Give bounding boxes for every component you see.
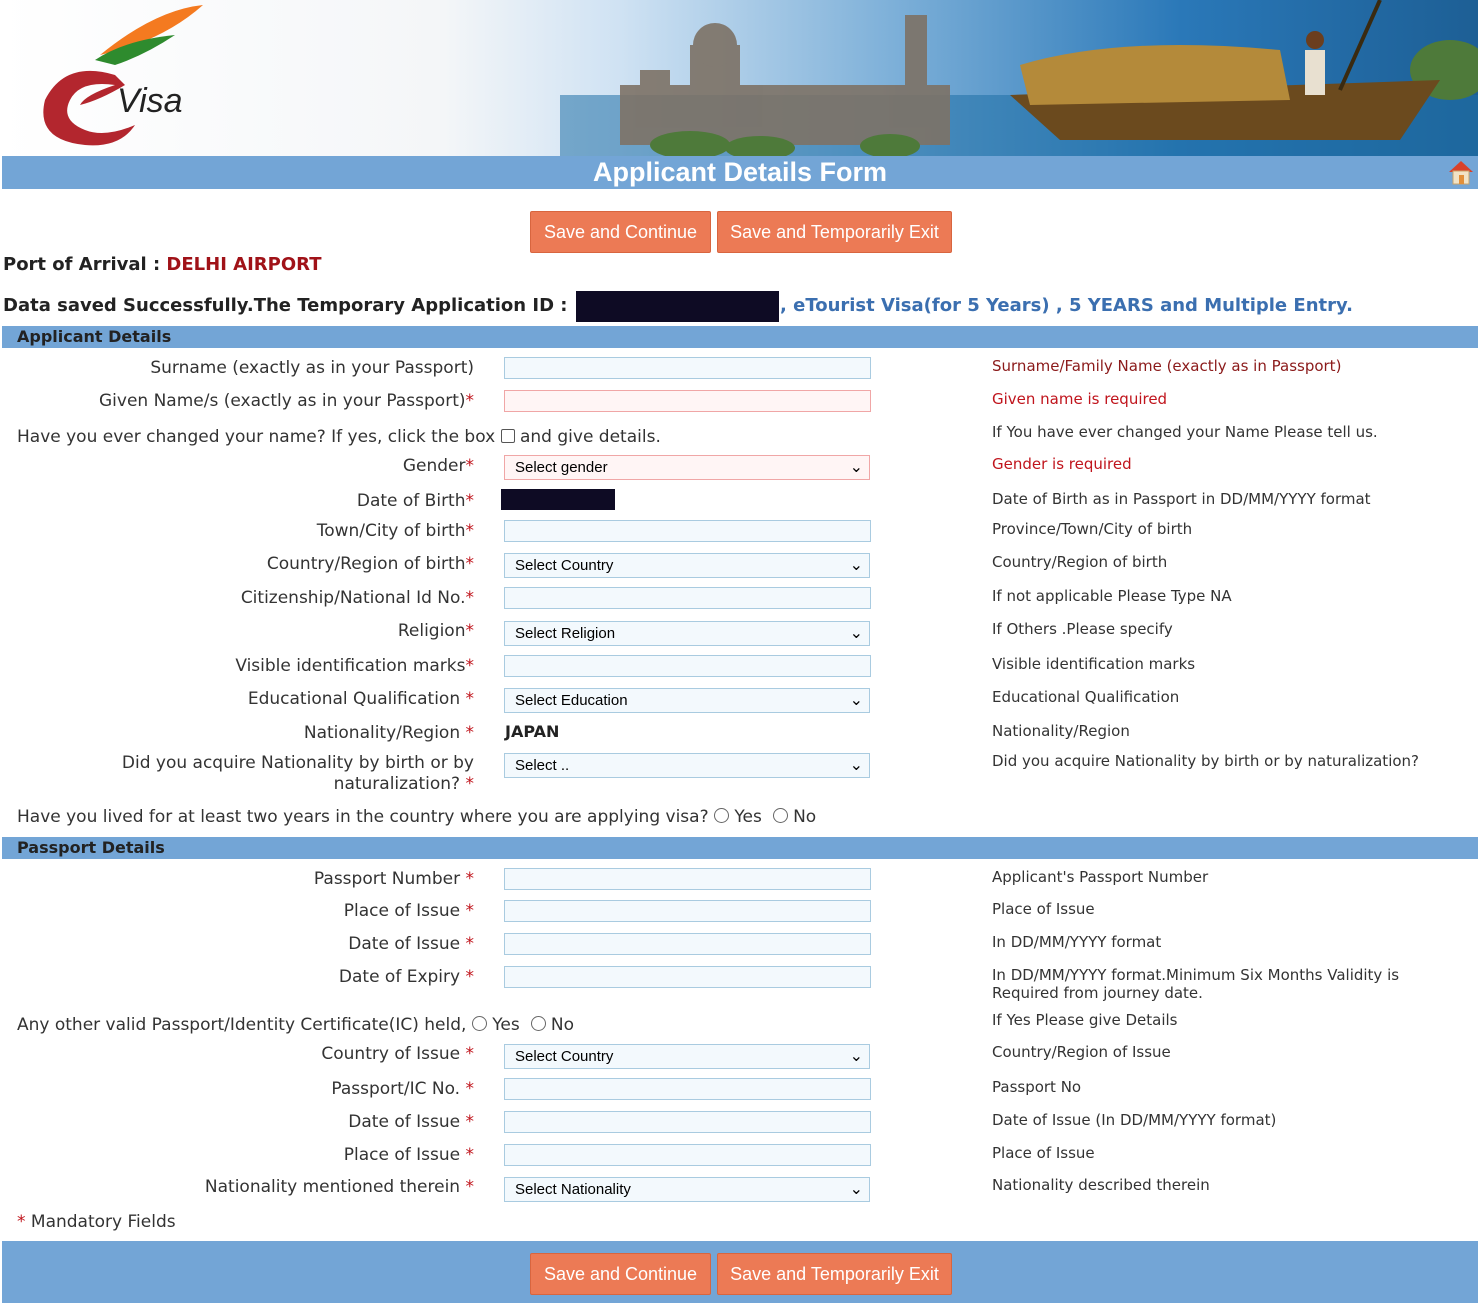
education-hint: Educational Qualification <box>992 688 1180 706</box>
other-passport-row <box>17 1015 574 1035</box>
save-continue-button-bottom[interactable]: Save and Continue <box>530 1253 711 1295</box>
chevron-down-icon: ⌄ <box>849 1048 863 1065</box>
country-birth-select[interactable]: Select Country ⌄ <box>504 553 870 578</box>
section-title-applicant: Applicant Details <box>17 327 172 346</box>
country-issue-hint: Country/Region of Issue <box>992 1043 1171 1061</box>
changed-name-label: Have you ever changed your name? If yes, click the box and give details. <box>17 427 661 447</box>
place-issue-label: Place of Issue * <box>343 901 474 921</box>
other-yes-label: Yes <box>492 1015 520 1035</box>
nationality-therein-label: Nationality mentioned therein * <box>204 1177 474 1197</box>
other-no-radio[interactable] <box>531 1016 546 1031</box>
gender-error: Gender is required <box>992 455 1132 473</box>
date-issue-hint: In DD/MM/YYYY format <box>992 933 1162 951</box>
acquired-nationality-hint: Did you acquire Nationality by birth or by naturalization? <box>992 752 1420 770</box>
town-hint: Province/Town/City of birth <box>992 520 1193 538</box>
date-issue-label: Date of Issue * <box>348 934 474 954</box>
form-title-bar <box>2 156 1478 189</box>
nationality-label: Nationality/Region * <box>303 723 474 743</box>
ic-place-issue-input[interactable] <box>504 1144 871 1166</box>
town-input[interactable] <box>504 520 871 542</box>
chevron-down-icon: ⌄ <box>849 625 863 642</box>
section-header-applicant <box>2 326 1478 348</box>
chevron-down-icon: ⌄ <box>849 557 863 574</box>
citizenship-hint: If not applicable Please Type NA <box>992 587 1232 605</box>
education-select[interactable]: Select Education ⌄ <box>504 688 870 713</box>
date-expiry-input[interactable] <box>504 966 871 988</box>
port-of-arrival <box>3 254 321 275</box>
given-name-error: Given name is required <box>992 390 1168 408</box>
other-no-label: No <box>550 1015 575 1035</box>
marks-label: Visible identification marks* <box>235 656 474 676</box>
ic-date-issue-label: Date of Issue * <box>348 1112 474 1132</box>
ic-number-hint: Passport No <box>992 1078 1082 1096</box>
changed-name-checkbox[interactable] <box>501 429 515 443</box>
date-issue-input[interactable] <box>504 933 871 955</box>
ic-place-issue-hint: Place of Issue <box>992 1144 1095 1162</box>
acquired-nationality-select[interactable]: Select .. ⌄ <box>504 753 870 778</box>
religion-select[interactable]: Select Religion ⌄ <box>504 621 870 646</box>
chevron-down-icon: ⌄ <box>849 1181 863 1198</box>
given-name-input[interactable] <box>504 390 871 412</box>
nationality-therein-select[interactable]: Select Nationality ⌄ <box>504 1177 870 1202</box>
dob-label: Date of Birth* <box>356 491 474 511</box>
port-value: DELHI AIRPORT <box>166 254 322 275</box>
lived-yes-radio[interactable] <box>714 808 729 823</box>
lived-no-radio[interactable] <box>773 808 788 823</box>
passport-number-input[interactable] <box>504 868 871 890</box>
country-issue-label: Country of Issue * <box>321 1044 474 1064</box>
ic-number-label: Passport/IC No. * <box>331 1079 474 1099</box>
home-icon[interactable] <box>1446 158 1476 186</box>
education-label: Educational Qualification * <box>247 689 474 709</box>
save-exit-button-top[interactable]: Save and Temporarily Exit <box>717 211 952 253</box>
changed-name-hint: If You have ever changed your Name Please tell us. <box>992 423 1378 441</box>
ic-number-input[interactable] <box>504 1078 871 1100</box>
page-title: Applicant Details Form <box>592 157 888 187</box>
evisa-logo <box>25 0 225 156</box>
place-issue-input[interactable] <box>504 900 871 922</box>
chevron-down-icon: ⌄ <box>849 757 863 774</box>
citizenship-label: Citizenship/National Id No.* <box>240 588 474 608</box>
nationality-therein-hint: Nationality described therein <box>992 1176 1210 1194</box>
visa-info: , eTourist Visa(for 5 Years) , 5 YEARS and Multiple Entry. <box>780 295 1353 316</box>
gender-label: Gender* <box>402 456 474 476</box>
marks-input[interactable] <box>504 655 871 677</box>
country-birth-label: Country/Region of birth* <box>266 554 474 574</box>
dob-hint: Date of Birth as in Passport in DD/MM/YYYY format <box>992 490 1371 508</box>
citizenship-input[interactable] <box>504 587 871 609</box>
section-header-passport <box>2 837 1478 859</box>
lived-two-years-label: Have you lived for at least two years in the country where you are applying visa? <box>17 807 709 827</box>
nationality-value: JAPAN <box>505 722 560 741</box>
mandatory-note: * Mandatory Fields <box>17 1212 176 1232</box>
dob-redacted <box>501 489 615 510</box>
gender-select[interactable]: Select gender ⌄ <box>504 455 870 480</box>
header-banner <box>0 0 1478 156</box>
lived-no-label: No <box>793 807 817 827</box>
country-issue-select[interactable]: Select Country ⌄ <box>504 1044 870 1069</box>
ic-date-issue-hint: Date of Issue (In DD/MM/YYYY format) <box>992 1111 1277 1129</box>
lived-two-years-row <box>17 807 816 827</box>
section-title-passport: Passport Details <box>17 838 165 857</box>
marks-hint: Visible identification marks <box>992 655 1196 673</box>
given-name-label: Given Name/s (exactly as in your Passport)* <box>98 391 474 411</box>
other-yes-radio[interactable] <box>472 1016 487 1031</box>
ic-date-issue-input[interactable] <box>504 1111 871 1133</box>
surname-label: Surname (exactly as in your Passport) <box>150 358 474 378</box>
port-label: Port of Arrival : <box>3 254 161 275</box>
nationality-hint: Nationality/Region <box>992 722 1130 740</box>
surname-hint: Surname/Family Name (exactly as in Passport) <box>992 357 1342 375</box>
place-issue-hint: Place of Issue <box>992 900 1095 918</box>
ic-place-issue-label: Place of Issue * <box>343 1145 474 1165</box>
lived-yes-label: Yes <box>734 807 762 827</box>
passport-number-label: Passport Number * <box>313 869 474 889</box>
save-exit-button-bottom[interactable]: Save and Temporarily Exit <box>717 1253 952 1295</box>
town-label: Town/City of birth* <box>316 521 474 541</box>
other-passport-hint: If Yes Please give Details <box>992 1011 1178 1029</box>
date-expiry-hint: In DD/MM/YYYY format.Minimum Six Months Validity is Required from journey date. <box>992 966 1400 1002</box>
surname-input[interactable] <box>504 357 871 379</box>
saved-message: Data saved Successfully.The Temporary Application ID : <box>3 295 568 316</box>
application-id-redacted <box>576 291 779 322</box>
chevron-down-icon: ⌄ <box>849 459 863 476</box>
passport-number-hint: Applicant's Passport Number <box>992 868 1209 886</box>
religion-label: Religion* <box>397 621 474 641</box>
save-continue-button-top[interactable]: Save and Continue <box>530 211 711 253</box>
logo-text: Visa <box>117 82 183 120</box>
chevron-down-icon: ⌄ <box>849 692 863 709</box>
acquired-nationality-label: Did you acquire Nationality by birth or by naturalization? * <box>121 753 474 794</box>
date-expiry-label: Date of Expiry * <box>338 967 474 987</box>
country-birth-hint: Country/Region of birth <box>992 553 1168 571</box>
other-passport-label: Any other valid Passport/Identity Certificate(IC) held, <box>17 1015 467 1035</box>
religion-hint: If Others .Please specify <box>992 620 1173 638</box>
